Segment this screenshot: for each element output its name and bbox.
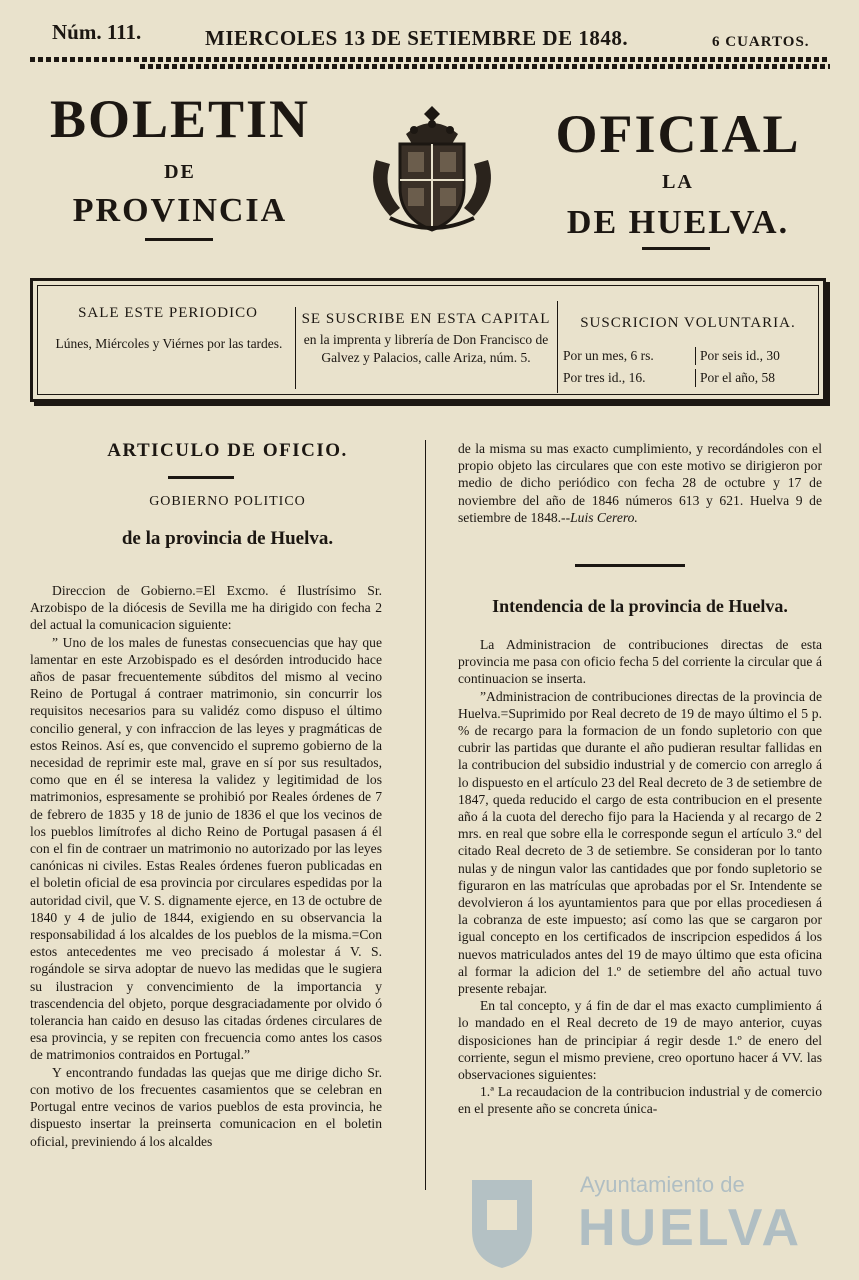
title-underline-left bbox=[145, 238, 213, 241]
paragraph-administracion: La Administracion de contribuciones directas de esta provincia me pasa con oficio fecha 5 del corriente la circular que á continuacion se inserta. bbox=[458, 637, 822, 687]
masthead-rule bbox=[30, 57, 830, 62]
article-heading: ARTICULO DE OFICIO. bbox=[107, 440, 348, 461]
suscribe-heading: SE SUSCRIBE EN ESTA CAPITAL bbox=[301, 311, 551, 327]
right-column-body bbox=[458, 636, 822, 1118]
paragraph-encontrando: Y encontrando fundadas las quejas que me dirige dicho Sr. con motivo de los frecuentes casamientos que se celebran en Portugal entre vecinos de varios pueblos de esta provincia, he dispuesto insertar la preinserta comunicacion en el boletin oficial, previniendo á los alcaldes bbox=[30, 1064, 382, 1149]
periodico-text: Lúnes, Miércoles y Viérnes por las tardes. bbox=[55, 336, 283, 351]
info-box bbox=[30, 278, 826, 402]
heading-rule-left bbox=[168, 476, 234, 479]
paragraph-direccion: Direccion de Gobierno.=El Excmo. é Ilustrísimo Sr. Arzobispo de la diócesis de Sevilla me ha dirigido con fecha 2 del actual la comunicacion siguiente: bbox=[30, 583, 382, 633]
title-la: LA bbox=[662, 171, 694, 193]
heading-rule-right bbox=[575, 564, 685, 567]
right-column-continuation bbox=[458, 440, 822, 526]
masthead-rule-2 bbox=[140, 64, 830, 69]
issue-number: Núm. 111. bbox=[52, 20, 142, 44]
watermark-text-line2: HUELVA bbox=[578, 1199, 803, 1257]
issue-price: 6 CUARTOS. bbox=[712, 34, 810, 50]
rate-six-months: Por seis id., 30 bbox=[695, 347, 824, 365]
intendencia-heading: Intendencia de la provincia de Huelva. bbox=[492, 596, 788, 616]
rate-year: Por el año, 58 bbox=[695, 369, 824, 387]
periodico-heading: SALE ESTE PERIODICO bbox=[78, 305, 258, 321]
voluntaria-heading: SUSCRICION VOLUNTARIA. bbox=[580, 315, 796, 331]
column-divider bbox=[425, 440, 426, 1190]
coat-of-arms-icon bbox=[362, 100, 502, 240]
gobierno-heading: GOBIERNO POLITICO bbox=[149, 494, 306, 509]
paragraph-recaudacion: 1.ª La recaudacion de la contribucion industrial y de comercio en el presente año se concreta única- bbox=[458, 1084, 822, 1117]
info-divider-1 bbox=[295, 307, 296, 389]
title-provincia: PROVINCIA bbox=[72, 192, 288, 229]
paragraph-circular: ”Administracion de contribuciones directas de la provincia de Huelva.=Suprimido por Real decreto de 19 de mayo último el 5 p. % de recargo para la formacion de un fondo supletorio con que cubrir las partidas que durante el año pudieran resultar fallidas en la contribucion del subsidio industrial y de comercio con arreglo á lo dispuesto en el artículo 23 del Real decreto de 3 de setiembre de 1847, queda reducido el cargo de esta contribucion en el presente año á la cuota del derecho fijo para la Hacienda y al recargo de 2 mrs. en real que sobre ella le corresponde segun el artículo 3.º del citado Real decreto de 3 de setiembre. Se consideran por lo tanto nulas y de ningun valor las cantidades que por fondo supletorio se figuraron en las matrículas que aprobadas por el Sr. Intendente se devolvieron á los ayuntamientos para que por ellas procediesen á la cobranza de este impuesto; así como las que se cargaron por igual concepto en los certificados de inscripcion espedidos á los nuevos matriculados antes del 19 de mayo último que esta oficina al formar la adicion del 1.º de setiembre del año actual tuvo presente rebajar. bbox=[458, 688, 822, 997]
title-underline-right bbox=[642, 247, 710, 250]
province-heading: de la provincia de Huelva. bbox=[121, 528, 334, 549]
paragraph-concepto: En tal concepto, y á fin de dar el mas exacto cumplimiento á lo mandado en el Real decreto de 19 de mayo anterior, cuyas disposiciones han de principiar á regir desde 1.º de enero del corriente, segun el mismo previene, creo oportuno hacer á VV. las observaciones siguientes: bbox=[458, 998, 822, 1083]
title-de: DE bbox=[164, 161, 196, 183]
rate-month: Por un mes, 6 rs. bbox=[563, 348, 654, 363]
watermark-logo-icon bbox=[452, 1170, 552, 1270]
watermark-text-line1: Ayuntamiento de bbox=[580, 1172, 745, 1197]
left-column-body bbox=[30, 582, 382, 1150]
info-divider-2 bbox=[557, 301, 558, 393]
title-oficial: OFICIAL bbox=[555, 104, 801, 164]
title-boletin: BOLETIN bbox=[49, 89, 311, 149]
suscribe-text: en la imprenta y librería de Don Francisco de Galvez y Palacios, calle Ariza, núm. 5. bbox=[303, 332, 549, 365]
issue-date: MIERCOLES 13 DE SETIEMBRE DE 1848. bbox=[205, 26, 629, 50]
paragraph-arzobispo-letter: ” Uno de los males de funestas consecuencias que hay que lamentar en este Arzobispado es el desórden introducido hace años de pasar frecuentemente súbditos del mismo al vecino Reino de Portugal á contraer matrimonio, sin concurrir los requisitos necesarios para su validéz como dispuso el último concilio general, y con infraccion de las leyes y pragmáticas de estos Reinos. Así es, que convencido el supremo gobierno de la necesidad de reprimir este mal, grave en sí por sus resultados, como que en él se interesa la validez y legitimidad de los matrimonios, espresamente se prohibió por Reales órdenes de 7 de febrero de 1835 y 18 de junio de 1836 el que los vecinos de los pueblos limítrofes al dicho Reino de Portugal pasasen á él con el fin de contraer un matrimonio no autorizado por las leyes canónicas ni civiles. Estas Reales órdenes fueron publicadas en el boletin oficial de esa provincia por circulares espedidas por la autoridad civil, que V. S. dignamente ejerce, en 13 de octubre de 1840 y 4 de julio de 1844, exigiendo en su observancia la responsabilidad á los alcaldes de los pueblos de la misma.=Con estos antecedentes me veo precisado á molestar á V. S. rogándole se sirva adoptar de nuevo las medidas que le sugiera su ilustracion y convencimiento de la importancia y trascendencia del objeto, porque desgraciadamente por olvido ó tolerancia han caido en desuso las citadas órdenes circulares de esa provincia, y se repiten con frecuencia como antes los casos de matrimonios contraidos en Portugal.” bbox=[30, 634, 382, 1063]
signature: Luis Cerero. bbox=[570, 509, 638, 525]
title-de-huelva: DE HUELVA. bbox=[566, 204, 790, 241]
rate-three-months: Por tres id., 16. bbox=[563, 370, 646, 385]
continuation-text: de la misma su mas exacto cumplimiento, y recordándoles con el propio objeto las circulares que con este motivo se dirigieron por medio de dicho periódico con fecha 28 de octubre y 17 de noviembre del año de 1846 números 613 y 621. Huelva 9 de setiembre de 1848.-- bbox=[458, 441, 822, 525]
